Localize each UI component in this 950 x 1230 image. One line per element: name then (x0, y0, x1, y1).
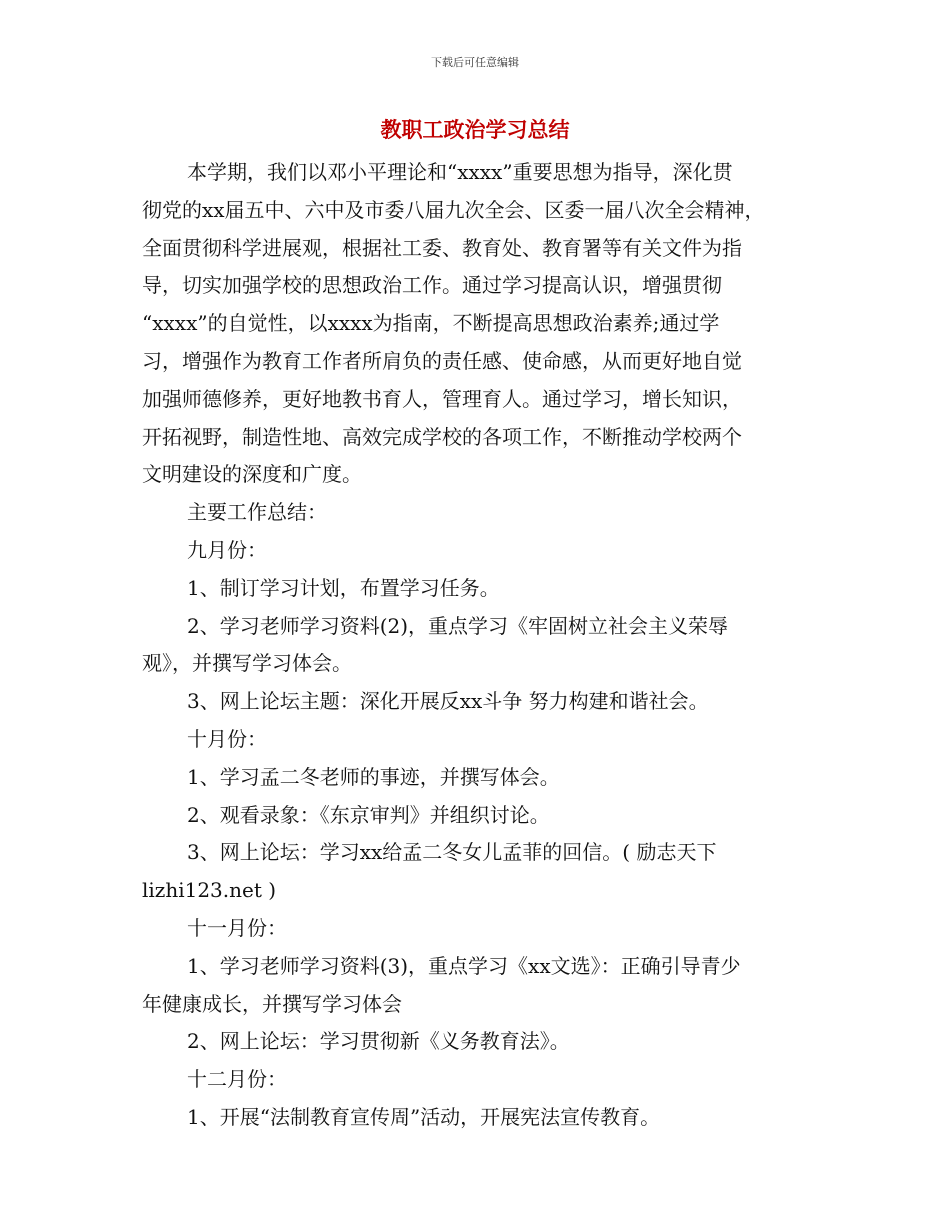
list-item: 1、开展“法制教育宣传周”活动，开展宪法宣传教育。 (187, 1104, 661, 1129)
list-item: 3、网上论坛：学习xx给孟二冬女儿孟菲的回信。( 励志天下 (187, 840, 717, 865)
list-item: 1、制订学习计划，布置学习任务。 (187, 575, 500, 600)
list-item: 1、学习老师学习资料(3)，重点学习《xx文选》：正确引导青少 (187, 953, 741, 978)
list-item-continuation: 观》，并撰写学习体会。 (142, 651, 352, 676)
list-item: 2、学习老师学习资料(2)，重点学习《牢固树立社会主义荣辱 (187, 613, 729, 638)
list-item: 3、网上论坛主题：深化开展反xx斗争 努力构建和谐社会。 (187, 689, 709, 714)
paragraph-line: 本学期，我们以邓小平理论和“xxxx”重要思想为指导，深化贯 (187, 160, 733, 184)
list-item-continuation: lizhi123.net ) (142, 878, 277, 903)
paragraph-line: 加强师德修养，更好地教书育人，管理育人。通过学习，增长知识， (142, 386, 742, 411)
page-header-note: 下载后可任意编辑 (431, 56, 519, 69)
month-heading: 十二月份： (187, 1067, 287, 1092)
paragraph-line: 导，切实加强学校的思想政治工作。通过学习提高认识，增强贯彻 (142, 273, 722, 298)
list-item: 2、网上论坛：学习贯彻新《义务教育法》。 (187, 1029, 570, 1054)
paragraph-line: 彻党的xx届五中、六中及市委八届九次全会、区委一届八次全会精神， (142, 197, 765, 222)
list-item-continuation: 年健康成长，并撰写学习体会 (142, 991, 402, 1016)
list-item: 2、观看录象：《东京审判》并组织讨论。 (187, 802, 550, 827)
paragraph-line: 习，增强作为教育工作者所肩负的责任感、使命感，从而更好地自觉 (142, 348, 742, 373)
paragraph-line: 文明建设的深度和广度。 (142, 462, 362, 487)
month-heading: 十一月份： (187, 915, 287, 940)
month-heading: 十月份： (187, 726, 267, 751)
month-heading: 九月份： (187, 537, 267, 562)
paragraph-line: 开拓视野，制造性地、高效完成学校的各项工作，不断推动学校两个 (142, 424, 742, 449)
document-title: 教职工政治学习总结 (380, 118, 570, 142)
document-body (142, 154, 822, 1137)
list-item: 1、学习孟二冬老师的事迹，并撰写体会。 (187, 764, 560, 789)
section-heading: 主要工作总结： (187, 500, 327, 525)
paragraph-line: “xxxx”的自觉性，以xxxx为指南，不断提高思想政治素养;通过学 (142, 311, 720, 336)
paragraph-line: 全面贯彻科学进展观，根据社工委、教育处、教育署等有关文件为指 (142, 235, 742, 260)
